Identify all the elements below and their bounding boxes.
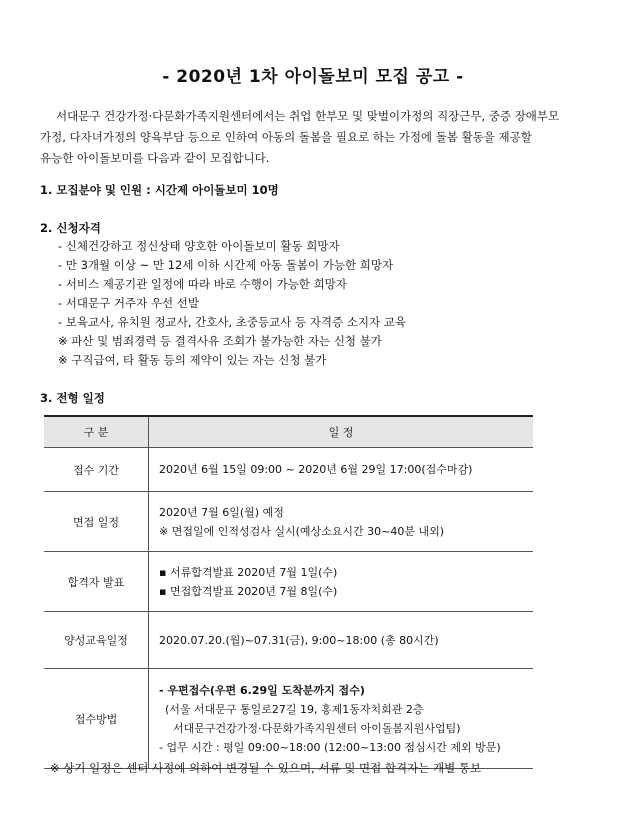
section-1-title: 1. 모집분야 및 인원 : 시간제 아이돌보미 10명: [40, 183, 279, 197]
header-schedule: 일 정: [149, 416, 534, 448]
table-row-result: [44, 552, 533, 612]
intro-line-1: 서대문구 건강가정·다문화가족지원센터에서는 취업 한부모 및 맞벌이가정의 직장근무, 중증 장애부모: [56, 109, 560, 123]
eligibility-item: - 신체건강하고 정신상태 양호한 아이돌보미 활동 희망자: [58, 239, 340, 253]
row-value: [149, 492, 534, 552]
row-label: 양성교육일정: [44, 612, 149, 669]
table-row-method: [44, 669, 533, 769]
eligibility-note: ※ 파산 및 범죄경력 등 결격사유 조회가 불가능한 자는 신청 불가: [58, 334, 382, 348]
mail-address: (서울 서대문구 통일로27길 19, 홍제1동자치회관 2층: [165, 702, 424, 716]
eligibility-item: - 보육교사, 유치원 정교사, 간호사, 초중등교사 등 자격증 소지자 교육: [58, 315, 406, 329]
row-value: [149, 669, 534, 769]
office-hours: - 업무 시간 : 평일 09:00~18:00 (12:00~13:00 점심시간 제외 방문): [159, 740, 501, 754]
row-value: [149, 612, 534, 669]
table-header-row: [44, 416, 533, 448]
intro-paragraph: [40, 106, 588, 169]
row-value: [149, 448, 534, 492]
eligibility-note: ※ 구직급여, 타 활동 등의 제약이 있는 자는 신청 불가: [58, 353, 327, 367]
training-schedule: 2020.07.20.(월)~07.31(금), 9:00~18:00 (총 80시간): [159, 633, 439, 647]
row-label: 면접 일정: [44, 492, 149, 552]
section-2-title: 2. 신청자격: [40, 221, 101, 235]
page-title: - 2020년 1차 아이돌보미 모집 공고 -: [162, 67, 464, 87]
row-label: 접수방법: [44, 669, 149, 769]
header-category: 구 분: [44, 416, 149, 448]
document-result: ▪ 서류합격발표 2020년 7월 1일(수): [159, 565, 338, 579]
schedule-table: [44, 415, 533, 769]
interview-date: 2020년 7월 6일(월) 예정: [159, 505, 284, 519]
row-label: 합격자 발표: [44, 552, 149, 612]
eligibility-item: - 만 3개월 이상 ~ 만 12세 이하 시간제 아동 돌봄이 가능한 희망자: [58, 258, 394, 272]
eligibility-item: - 서비스 제공기관 일정에 따라 바로 수행이 가능한 희망자: [58, 277, 347, 291]
eligibility-list: [58, 237, 406, 370]
footnote: ※ 상기 일정은 센터 사정에 의하여 변경될 수 있으며, 서류 및 면접 합격자는 개별 통보: [50, 761, 482, 775]
mail-submission: - 우편접수(우편 6.29일 도착분까지 접수): [159, 683, 365, 697]
row-label: 접수 기간: [44, 448, 149, 492]
eligibility-item: - 서대문구 거주자 우선 선발: [58, 296, 199, 310]
interview-note: ※ 면접일에 인적성검사 실시(예상소요시간 30~40분 내외): [159, 524, 445, 538]
table-row-apply: [44, 448, 533, 492]
table-row-interview: [44, 492, 533, 552]
row-value: [149, 552, 534, 612]
interview-result: ▪ 면접합격발표 2020년 7월 8일(수): [159, 584, 338, 598]
intro-line-3: 유능한 아이돌보미를 다음과 같이 모집합니다.: [40, 151, 270, 165]
table-row-training: [44, 612, 533, 669]
apply-period: 2020년 6월 15일 09:00 ~ 2020년 6월 29일 17:00(접수마감): [159, 463, 473, 476]
intro-line-2: 가정, 다자녀가정의 양육부담 등으로 인하여 아동의 돌봄을 필요로 하는 가정에 돌봄 활동을 제공할: [40, 130, 532, 144]
section-3-title: 3. 전형 일정: [40, 391, 105, 405]
mail-recipient: 서대문구건강가정·다문화가족지원센터 아이돌봄지원사업팀): [173, 721, 461, 735]
